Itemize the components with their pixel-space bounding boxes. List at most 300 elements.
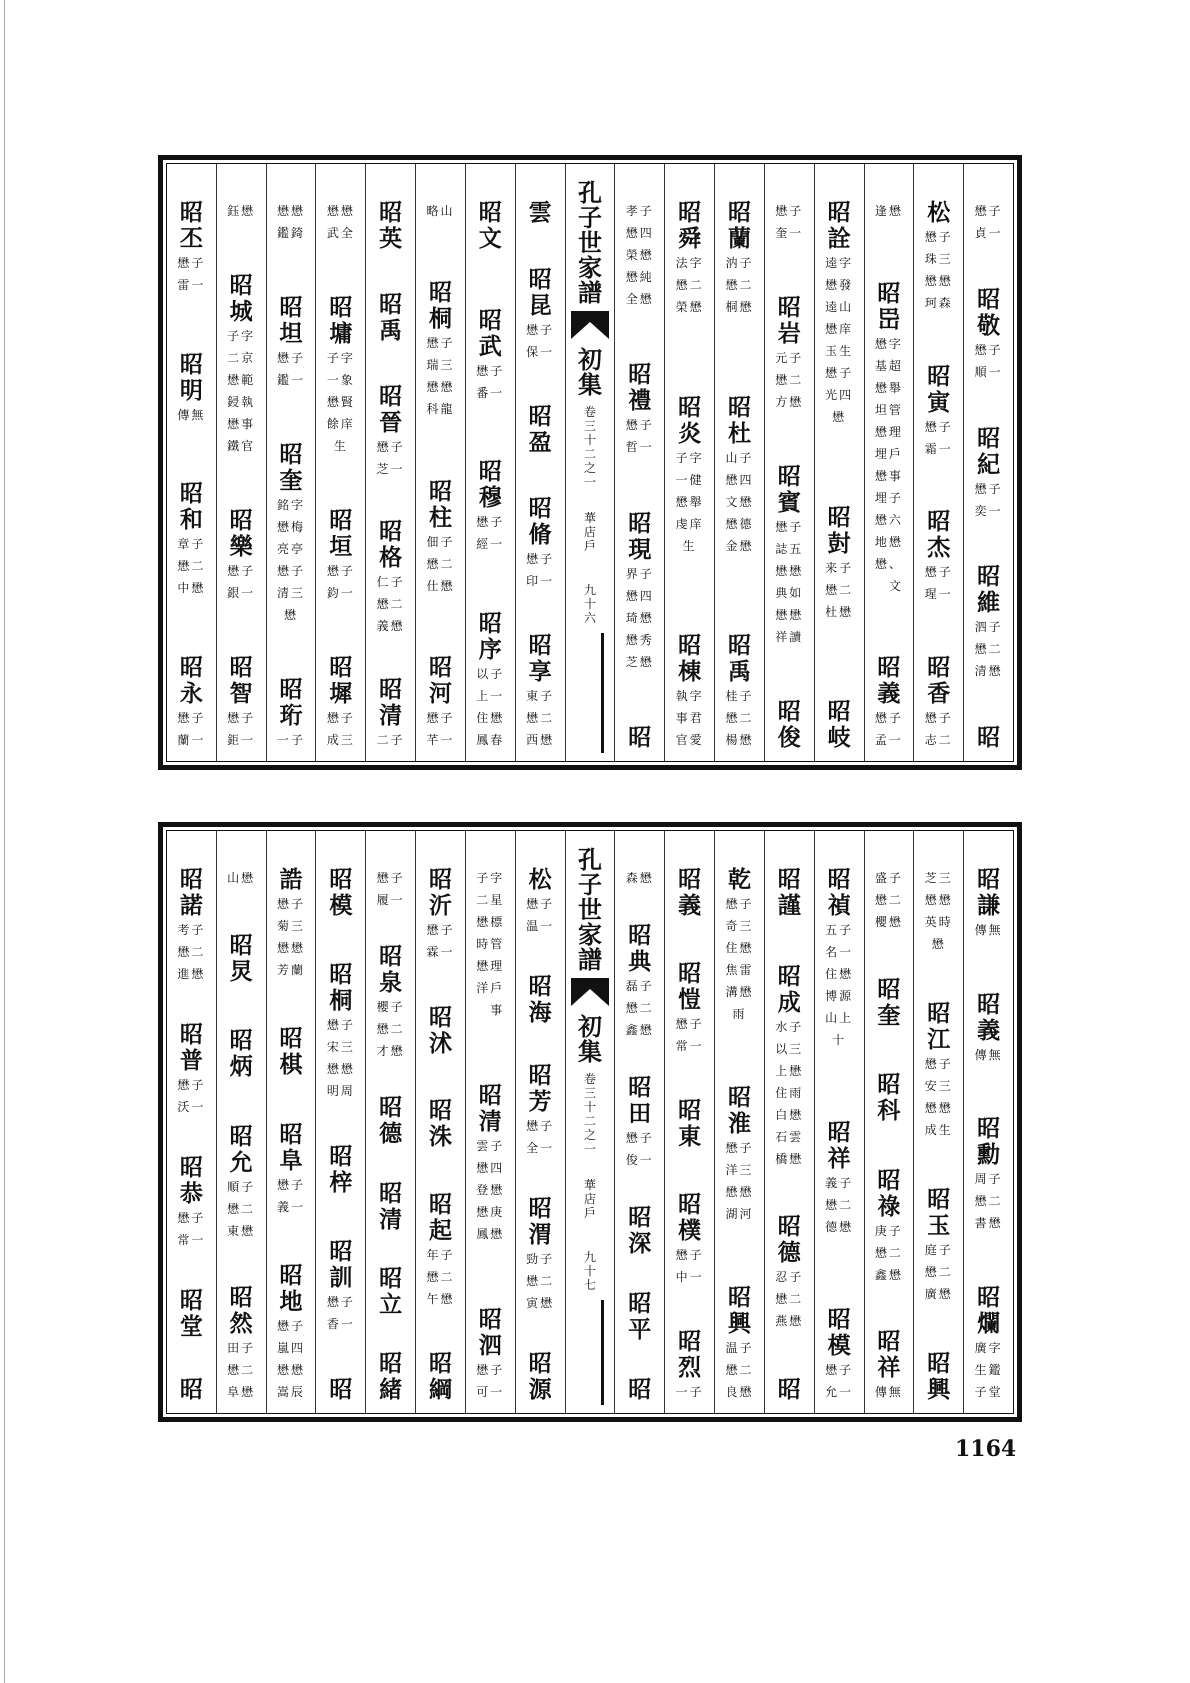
annotation-row: 桐懋 bbox=[725, 300, 754, 314]
person-name: 昭然 bbox=[229, 1284, 253, 1337]
annotation-row: 懋子 bbox=[675, 1016, 704, 1031]
person-entry bbox=[177, 655, 205, 751]
annotation-row: 懋子 bbox=[974, 481, 1003, 496]
annotation-row: 明周 bbox=[326, 1083, 355, 1098]
person-entry bbox=[777, 699, 802, 751]
annotation-row: 一子 bbox=[276, 733, 305, 747]
annotation-row: 芳蘭 bbox=[276, 963, 305, 977]
annotation-row: 汭子 bbox=[725, 256, 754, 270]
annotation-row: 奕一 bbox=[974, 503, 1003, 518]
person-entry bbox=[676, 1192, 704, 1288]
person-entry bbox=[227, 1124, 255, 1242]
person-entry bbox=[177, 352, 205, 426]
person-name: 昭和 bbox=[179, 480, 203, 534]
annotation-row: 二京 bbox=[227, 351, 256, 365]
person-entry bbox=[177, 867, 205, 985]
person-entry bbox=[975, 287, 1003, 383]
person-entry bbox=[825, 1307, 853, 1403]
person-name: 昭岊 bbox=[877, 279, 901, 333]
annotation-row: 埋戶 bbox=[874, 446, 903, 461]
genealogy-column bbox=[664, 164, 714, 761]
person-name: 昭義 bbox=[678, 866, 702, 919]
annotation-row: 芝懋 bbox=[625, 654, 654, 669]
annotation-row: 懋二 bbox=[376, 597, 405, 612]
person-name: 昭晉 bbox=[379, 382, 403, 436]
person-name: 昭炳 bbox=[229, 1027, 253, 1080]
person-entry bbox=[426, 867, 454, 963]
annotation-row: 懋子 bbox=[924, 565, 953, 580]
person-entry bbox=[825, 867, 853, 1051]
annotation-row: 懋子 bbox=[177, 1211, 206, 1225]
annotation-row: 文 bbox=[874, 578, 903, 593]
person-name: 昭成 bbox=[777, 962, 801, 1016]
annotation-row: 磊子 bbox=[625, 979, 654, 993]
person-entry bbox=[278, 1026, 303, 1078]
annotation-row: 子字 bbox=[227, 329, 256, 343]
annotation-row: 懋子 bbox=[476, 363, 505, 378]
annotation-row: 上懋 bbox=[775, 1063, 804, 1078]
person-name: 昭現 bbox=[628, 509, 652, 563]
person-entry bbox=[676, 200, 704, 318]
book-title: 孔子世家譜 bbox=[577, 178, 602, 307]
annotation-row: 懋發 bbox=[825, 278, 854, 292]
annotation-row: 懋二 bbox=[526, 1274, 555, 1288]
annotation-row: 逵山 bbox=[825, 300, 854, 314]
person-name: 昭田 bbox=[628, 1074, 652, 1127]
person-name: 昭桐 bbox=[428, 279, 452, 333]
person-name: 昭柱 bbox=[428, 477, 452, 531]
person-entry bbox=[377, 677, 405, 751]
person-entry bbox=[676, 961, 704, 1057]
person-entry bbox=[377, 944, 405, 1062]
annotation-row: 懋子 bbox=[376, 439, 405, 454]
annotation-row: 懋二 bbox=[625, 1001, 654, 1015]
person-name: 昭奎 bbox=[279, 441, 303, 494]
person-entry bbox=[378, 1351, 403, 1403]
person-name: 昭 bbox=[777, 1375, 801, 1403]
annotation-row: 年子 bbox=[426, 1247, 455, 1262]
person-name: 昭丕 bbox=[179, 199, 203, 252]
person-name: 昭海 bbox=[528, 973, 552, 1026]
annotation-row: 鑑一 bbox=[276, 373, 305, 387]
annotation-row: 孝子 bbox=[625, 204, 654, 218]
annotation-row: 上一 bbox=[476, 688, 505, 703]
annotation-row: 懋子 bbox=[426, 923, 455, 937]
annotation-row: 懋二 bbox=[974, 642, 1003, 657]
annotation-row: 全懋 bbox=[625, 292, 654, 306]
annotation-row: 金懋 bbox=[725, 538, 754, 553]
annotation-row: 全一 bbox=[526, 1141, 555, 1155]
annotation-row: 懋子 bbox=[227, 711, 256, 725]
annotation-row: 懋四 bbox=[476, 1161, 505, 1175]
person-name: 昭模 bbox=[827, 1306, 851, 1359]
person-entry bbox=[229, 933, 254, 985]
annotation-row: 懋子 bbox=[874, 711, 903, 725]
annotation-row: 櫻子 bbox=[376, 1000, 405, 1015]
person-entry bbox=[925, 1001, 953, 1141]
person-entry bbox=[526, 496, 554, 592]
person-name: 昭緒 bbox=[379, 1349, 403, 1403]
annotation-row: 名一 bbox=[825, 945, 854, 959]
annotation-row: 懋理 bbox=[874, 424, 903, 439]
annotation-row: 履一 bbox=[376, 893, 405, 907]
annotation-row: 執字 bbox=[675, 689, 704, 703]
person-entry bbox=[327, 1239, 355, 1335]
person-name: 昭普 bbox=[179, 1021, 203, 1074]
person-entry bbox=[227, 273, 255, 457]
person-entry bbox=[177, 1155, 205, 1251]
genealogy-column bbox=[963, 831, 1013, 1413]
annotation-row: 霜一 bbox=[924, 441, 953, 456]
annotation-row: 懋懋 bbox=[326, 204, 355, 218]
annotation-row: 懋二 bbox=[376, 1022, 405, 1037]
annotation-row: 懋子 bbox=[924, 710, 953, 725]
annotation-row: 盛子 bbox=[874, 871, 903, 885]
annotation-row: 書懋 bbox=[974, 1216, 1003, 1231]
annotation-row: 懋四 bbox=[725, 472, 754, 487]
continuation-note bbox=[775, 200, 803, 244]
book-title: 孔子世家譜 bbox=[577, 845, 602, 974]
annotation-row: 庭子 bbox=[924, 1243, 953, 1257]
person-entry bbox=[925, 509, 953, 605]
person-entry bbox=[975, 564, 1003, 682]
annotation-row: 官愛 bbox=[675, 733, 704, 747]
person-name: 昭模 bbox=[329, 866, 353, 919]
annotation-row: 考子 bbox=[177, 923, 206, 937]
annotation-row: 文懋 bbox=[725, 494, 754, 509]
person-name: 昭寅 bbox=[927, 362, 951, 416]
person-name: 昭立 bbox=[379, 1264, 403, 1318]
annotation-row: 阜懋 bbox=[227, 1385, 256, 1399]
annotation-row: 懋懋 bbox=[276, 941, 305, 955]
annotation-row: 懋二 bbox=[526, 711, 555, 725]
annotation-row: 懋二 bbox=[874, 893, 903, 907]
annotation-row: 中一 bbox=[675, 1269, 704, 1284]
person-entry bbox=[925, 364, 953, 460]
genealogy-column bbox=[167, 164, 216, 761]
genealogy-column bbox=[814, 831, 864, 1413]
person-name: 昭諾 bbox=[179, 866, 203, 919]
annotation-row: 蘭一 bbox=[177, 732, 206, 747]
annotation-row: 桂子 bbox=[725, 689, 754, 703]
annotation-row: 懋子 bbox=[625, 418, 654, 433]
person-name: 昭禎 bbox=[827, 866, 851, 919]
annotation-row: 志二 bbox=[924, 732, 953, 747]
genealogy-column bbox=[465, 164, 515, 761]
annotation-row: 懋舉 bbox=[675, 494, 704, 509]
person-entry bbox=[825, 505, 853, 623]
person-name: 昭烈 bbox=[678, 1328, 702, 1381]
person-entry bbox=[327, 962, 355, 1102]
person-name: 昭舜 bbox=[678, 199, 702, 252]
annotation-row: 懋標 bbox=[476, 915, 505, 929]
annotation-row: 来子 bbox=[825, 560, 854, 575]
annotation-row: 安三 bbox=[924, 1079, 953, 1093]
person-entry bbox=[328, 1377, 353, 1403]
annotation-row: 義懋 bbox=[376, 619, 405, 634]
annotation-row: 懋 bbox=[832, 410, 847, 424]
annotation-row: 懋子 bbox=[177, 256, 206, 270]
annotation-row: 懋子 bbox=[775, 520, 804, 534]
annotation-row: 可一 bbox=[476, 1385, 505, 1399]
annotation-row: 法字 bbox=[675, 256, 704, 270]
annotation-row: 孟一 bbox=[874, 733, 903, 747]
person-name: 昭穆 bbox=[478, 458, 502, 512]
person-entry bbox=[975, 1285, 1003, 1403]
continuation-note bbox=[626, 867, 654, 889]
annotation-row: 清懋 bbox=[974, 664, 1003, 679]
genealogy-column bbox=[814, 164, 864, 761]
annotation-row: 仁子 bbox=[376, 575, 405, 590]
annotation-row: 懋二 bbox=[675, 278, 704, 292]
genealogy-column bbox=[415, 164, 465, 761]
person-entry bbox=[426, 655, 454, 751]
annotation-row: 懋子 bbox=[426, 336, 455, 351]
person-name: 昭格 bbox=[379, 518, 403, 572]
annotation-row: 登懋 bbox=[476, 1183, 505, 1197]
annotation-row: 生 bbox=[682, 538, 697, 553]
annotation-row: 田子 bbox=[227, 1341, 256, 1355]
scan-edge-line bbox=[4, 0, 5, 1683]
person-name: 昭德 bbox=[379, 1094, 403, 1148]
annotation-row: 懋德 bbox=[725, 516, 754, 531]
person-entry bbox=[725, 1285, 753, 1403]
page-number: 1164 bbox=[955, 1436, 1017, 1462]
annotation-row: 懋二 bbox=[725, 1363, 754, 1377]
person-entry bbox=[426, 1192, 454, 1310]
annotation-row: 住懋 bbox=[476, 710, 505, 725]
person-name: 昭沂 bbox=[428, 866, 452, 919]
person-name: 昭香 bbox=[927, 653, 951, 707]
person-name: 昭昆 bbox=[528, 265, 552, 319]
annotation-row: 懋子 bbox=[924, 419, 953, 434]
annotation-row: 埋子 bbox=[874, 490, 903, 505]
annotation-row: 懋懋 bbox=[426, 380, 455, 395]
person-name: 昭謹 bbox=[777, 866, 801, 919]
person-entry bbox=[876, 1072, 901, 1124]
person-name: 昭棋 bbox=[279, 1024, 303, 1078]
person-entry bbox=[627, 1377, 652, 1403]
continuation-note bbox=[875, 867, 903, 933]
collection-title: 初集 bbox=[577, 1012, 602, 1066]
annotation-row: 鳳懋 bbox=[476, 1227, 505, 1241]
person-entry bbox=[925, 655, 953, 751]
annotation-row: 坦管 bbox=[874, 402, 903, 417]
center-rule-line bbox=[601, 1300, 604, 1405]
annotation-row: 橋懋 bbox=[775, 1151, 804, 1166]
person-name: 昭坦 bbox=[279, 294, 303, 347]
person-name: 昭興 bbox=[727, 1284, 751, 1337]
annotation-row: 常一 bbox=[177, 1233, 206, 1247]
annotation-row: 廣字 bbox=[974, 1340, 1003, 1355]
annotation-row: 湖河 bbox=[725, 1207, 754, 1221]
annotation-row: 寅懋 bbox=[526, 1296, 555, 1310]
person-entry bbox=[328, 867, 353, 919]
annotation-row: 祥讀 bbox=[775, 630, 804, 644]
annotation-row: 懋子 bbox=[326, 1294, 355, 1309]
annotation-row: 時管 bbox=[476, 937, 505, 951]
annotation-row: 懋子 bbox=[974, 204, 1003, 218]
annotation-row: 博源 bbox=[825, 989, 854, 1003]
person-name: 昭墉 bbox=[329, 294, 353, 347]
person-name: 昭愷 bbox=[678, 959, 702, 1013]
center-column bbox=[565, 164, 615, 761]
annotation-row: 佃子 bbox=[426, 534, 455, 549]
annotation-row: 五子 bbox=[825, 923, 854, 937]
annotation-row: 懋事 bbox=[874, 468, 903, 483]
annotation-row: 懋懋 bbox=[725, 1185, 754, 1199]
volume-label: 卷三十二之一 bbox=[583, 1072, 596, 1156]
person-name: 昭深 bbox=[628, 1204, 652, 1257]
annotation-row: 住懋 bbox=[825, 967, 854, 981]
annotation-row: 一健 bbox=[675, 472, 704, 487]
annotation-row: 武全 bbox=[326, 226, 355, 240]
person-name: 昭尌 bbox=[827, 503, 851, 557]
genealogy-column bbox=[365, 164, 415, 761]
genealogy-column bbox=[315, 164, 365, 761]
person-entry bbox=[526, 1196, 554, 1314]
person-name: 昭 bbox=[628, 723, 652, 751]
annotation-row: 懋子 bbox=[725, 1141, 754, 1155]
annotation-row: 懋懋 bbox=[924, 893, 953, 907]
panel-frame bbox=[166, 163, 1014, 762]
person-entry bbox=[229, 1028, 254, 1080]
annotation-row: 地懋 bbox=[874, 534, 903, 549]
annotation-row: 懋子 bbox=[326, 711, 355, 725]
annotation-row: 懋子 bbox=[725, 897, 754, 911]
annotation-row: 雲子 bbox=[476, 1139, 505, 1153]
person-name: 昭源 bbox=[528, 1350, 552, 1403]
annotation-row: 雨 bbox=[732, 1007, 747, 1021]
person-name: 昭樂 bbox=[229, 507, 253, 560]
person-entry bbox=[428, 1351, 453, 1403]
person-name: 昭杰 bbox=[927, 508, 951, 562]
person-name: 昭祥 bbox=[827, 1119, 851, 1172]
person-name: 昭紀 bbox=[977, 424, 1001, 478]
annotation-row: 懋二 bbox=[775, 373, 804, 387]
person-entry bbox=[378, 1266, 403, 1318]
annotation-row: 沃一 bbox=[177, 1100, 206, 1114]
person-name: 昭阜 bbox=[279, 1121, 303, 1175]
person-name: 昭沭 bbox=[428, 1003, 452, 1057]
annotation-row: 懋子 bbox=[775, 204, 804, 218]
annotation-row: 虔庠 bbox=[675, 516, 704, 531]
annotation-row: 懋 bbox=[283, 608, 298, 622]
annotation-row: 廣懋 bbox=[924, 1287, 953, 1301]
annotation-row: 懋懋 bbox=[326, 1061, 355, 1076]
person-entry bbox=[875, 1329, 903, 1403]
annotation-row: 榮懋 bbox=[625, 248, 654, 262]
annotation-row: 生鑑 bbox=[974, 1362, 1003, 1377]
person-name: 昭祥 bbox=[877, 1328, 901, 1381]
person-name: 昭墀 bbox=[329, 654, 353, 707]
annotation-row: 懋二 bbox=[426, 556, 455, 571]
annotation-row: 懋懋 bbox=[276, 1362, 305, 1377]
person-name: 昭恭 bbox=[179, 1154, 203, 1207]
person-entry bbox=[327, 295, 355, 457]
annotation-row: 温一 bbox=[526, 919, 555, 933]
annotation-row: 山子 bbox=[725, 450, 754, 465]
person-entry bbox=[875, 1168, 903, 1286]
person-entry bbox=[328, 1144, 353, 1196]
annotation-row: 鈞一 bbox=[326, 586, 355, 600]
person-entry bbox=[975, 867, 1003, 941]
annotation-row: 懋庠 bbox=[825, 322, 854, 336]
genealogy-column bbox=[664, 831, 714, 1413]
annotation-row: 懋子 bbox=[276, 564, 305, 578]
annotation-row: 懋子 bbox=[924, 1057, 953, 1071]
annotation-row: 懋二 bbox=[177, 945, 206, 959]
person-name: 昭享 bbox=[528, 632, 552, 685]
annotation-row: 奎一 bbox=[775, 226, 804, 240]
person-name: 昭訓 bbox=[329, 1237, 353, 1291]
person-entry bbox=[775, 1214, 803, 1332]
annotation-row: 逢懋 bbox=[874, 204, 903, 218]
person-entry bbox=[725, 867, 753, 1025]
annotation-row: 懋子 bbox=[227, 564, 256, 578]
annotation-row: 光四 bbox=[825, 388, 854, 402]
continuation-note bbox=[377, 867, 405, 911]
person-name: 昭 bbox=[977, 724, 1001, 751]
annotation-row: 逵字 bbox=[825, 256, 854, 270]
annotation-row: 芊一 bbox=[426, 732, 455, 747]
annotation-row: 懋 bbox=[931, 937, 946, 951]
annotation-row: 傳無 bbox=[177, 407, 206, 422]
annotation-row: 德懋 bbox=[825, 1220, 854, 1234]
annotation-row: 鑫懋 bbox=[874, 1267, 903, 1282]
person-entry bbox=[527, 974, 552, 1026]
person-name: 昭平 bbox=[628, 1290, 652, 1343]
annotation-row: 良懋 bbox=[725, 1385, 754, 1399]
person-name: 昭泉 bbox=[379, 943, 403, 997]
annotation-row: 元子 bbox=[775, 351, 804, 365]
annotation-row: 懋理 bbox=[476, 959, 505, 973]
annotation-row: 懋子 bbox=[526, 1119, 555, 1133]
person-name: 昭 bbox=[329, 1376, 353, 1403]
genealogy-column bbox=[266, 831, 316, 1413]
person-name: 昭堂 bbox=[179, 1287, 203, 1340]
person-entry bbox=[177, 1022, 205, 1118]
annotation-row: 誌五 bbox=[775, 542, 804, 556]
continuation-note bbox=[277, 200, 305, 244]
annotation-row: 懋二 bbox=[227, 1363, 256, 1377]
annotation-row: 懋子 bbox=[526, 552, 555, 567]
person-entry bbox=[177, 200, 205, 296]
person-entry bbox=[277, 1263, 305, 1403]
annotation-row: 雷一 bbox=[177, 278, 206, 292]
annotation-row: 中懋 bbox=[177, 581, 206, 596]
person-entry bbox=[476, 459, 504, 555]
annotation-row: 順一 bbox=[974, 364, 1003, 379]
annotation-row: 餘庠 bbox=[326, 417, 355, 431]
annotation-row: 懋子 bbox=[924, 230, 953, 244]
annotation-row: 哲一 bbox=[625, 440, 654, 455]
annotation-row: 泗子 bbox=[974, 620, 1003, 635]
genealogy-column bbox=[864, 831, 914, 1413]
annotation-row: 懋懋 bbox=[276, 204, 305, 218]
annotation-row: 經一 bbox=[476, 537, 505, 552]
person-entry bbox=[527, 1351, 552, 1403]
person-entry bbox=[476, 1083, 504, 1245]
annotation-row: 懋懋 bbox=[924, 274, 953, 288]
annotation-row: 懋子 bbox=[376, 871, 405, 885]
annotation-row: 懋子 bbox=[526, 322, 555, 337]
annotation-row: 懋賢 bbox=[326, 395, 355, 409]
annotation-row: 住雨 bbox=[775, 1085, 804, 1100]
person-name: 昭洙 bbox=[428, 1097, 452, 1150]
person-entry bbox=[626, 923, 654, 1041]
annotation-row: 東懋 bbox=[227, 1223, 256, 1238]
